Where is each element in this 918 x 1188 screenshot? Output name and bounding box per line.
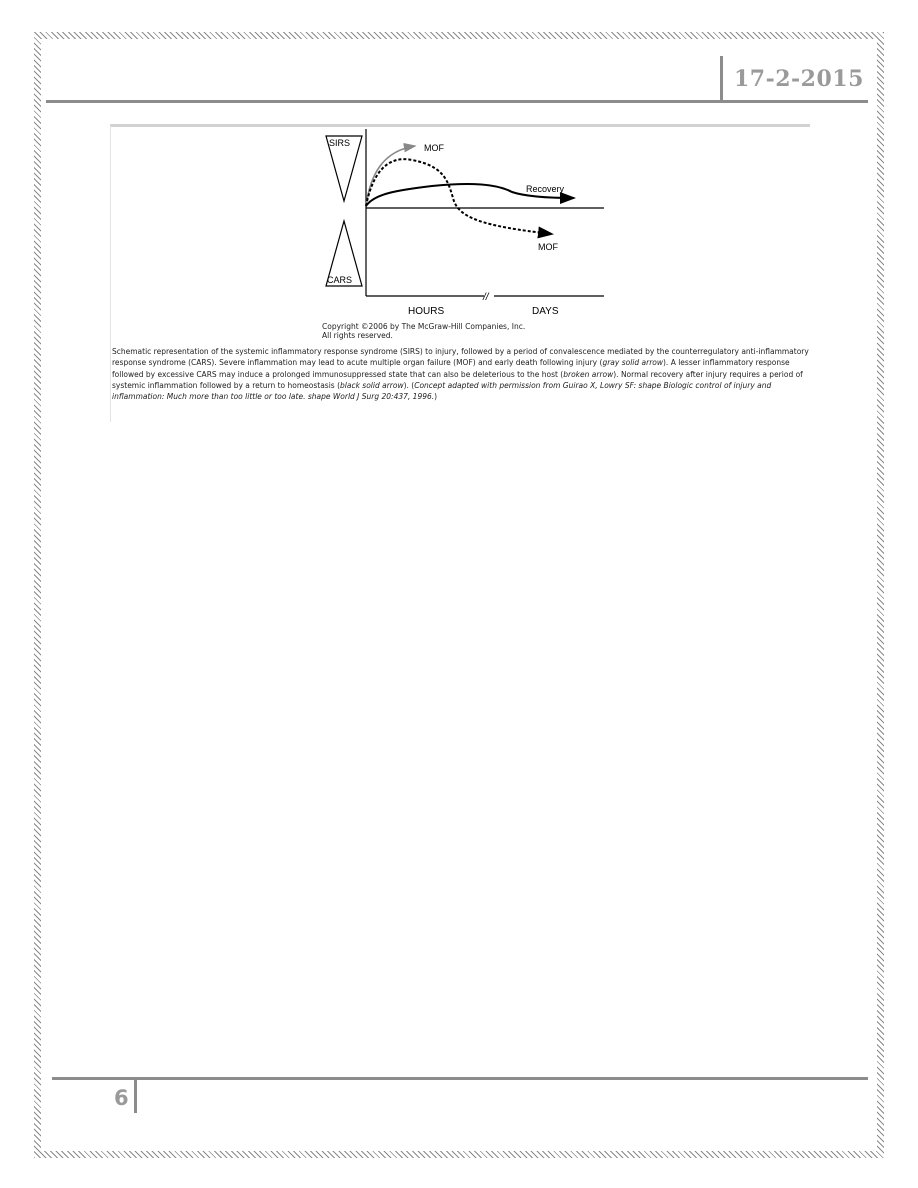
copyright-line-1: Copyright ©2006 by The McGraw-Hill Companies, Inc. bbox=[322, 322, 526, 331]
figure-caption: Schematic representation of the systemic inflammatory response syndrome (SIRS) to injury, followed by a period of convalescence mediated by the counterregulatory anti-inflammatory response syndrome (CARS). Severe inflammation may lead to acute multiple organ failure (MOF) and early death following injury (gray solid arrow). A lesser inflammatory response followed by excessive CARS may induce a prolonged immunosuppressed state that can also be deleterious to the host (broken arrow). Normal recovery after injury requires a period of systemic inflammation followed by a return to homeostasis (black solid arrow). (Concept adapted with permission from Guirao X, Lowry SF: shape Biologic control of injury and inflammation: Much more than too little or too late. shape World J Surg 20:437, 1996.) bbox=[112, 347, 809, 402]
footer-divider bbox=[134, 1080, 137, 1113]
broken-arrow bbox=[366, 159, 552, 234]
header-date: 17-2-2015 bbox=[734, 66, 864, 92]
mof-top-label: MOF bbox=[424, 143, 444, 153]
sirs-label: SIRS bbox=[329, 138, 351, 148]
gray-solid-arrow bbox=[366, 146, 415, 206]
page-number: 6 bbox=[114, 1086, 129, 1110]
x-label-hours: HOURS bbox=[408, 306, 445, 317]
axis-break: // bbox=[483, 292, 489, 303]
x-label-days: DAYS bbox=[532, 306, 559, 317]
sirs-cars-diagram bbox=[322, 126, 612, 334]
cars-label: CARS bbox=[327, 275, 353, 285]
recovery-label: Recovery bbox=[526, 184, 565, 194]
header-divider bbox=[720, 56, 723, 101]
caption-em-broken: broken arrow bbox=[563, 369, 614, 379]
mof-bottom-label: MOF bbox=[538, 242, 558, 252]
caption-em-black: black solid arrow bbox=[340, 380, 404, 390]
copyright-line-2: All rights reserved. bbox=[322, 331, 393, 340]
copyright-notice bbox=[322, 322, 622, 340]
caption-em-gray: gray solid arrow bbox=[602, 358, 663, 368]
caption-em-citation: Concept adapted with permission from Guirao X, Lowry SF: shape Biologic control of injury and inflammation: Much more than too little or too late. shape World J Surg 20:437, 1996. bbox=[112, 380, 772, 402]
header-rule bbox=[46, 100, 868, 103]
footer-rule bbox=[52, 1077, 868, 1080]
